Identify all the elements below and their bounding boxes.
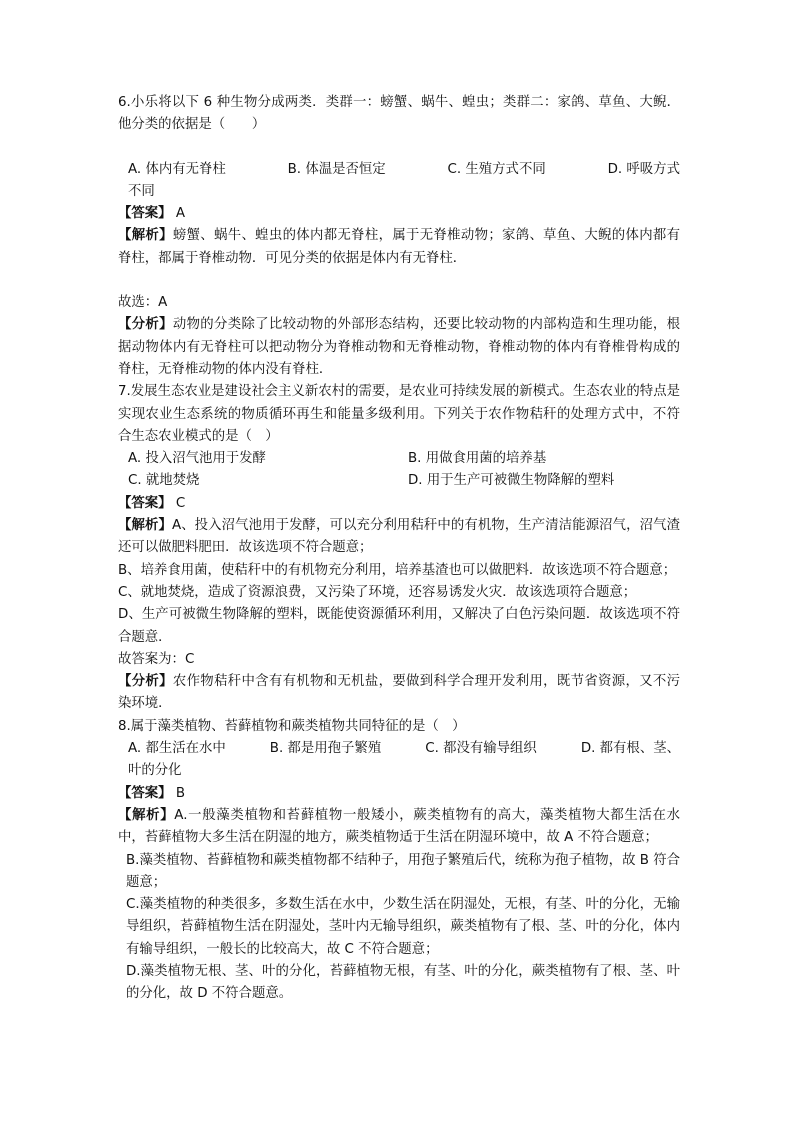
spacer [118, 137, 680, 159]
q6-choice: 故选：A [118, 295, 168, 311]
explanation-text: A、投入沼气池用于发酵，可以充分利用秸秆中的有机物，生产清洁能源沼气，沼气渣还可以做肥料肥田．故该选项不符合题意； [118, 518, 680, 556]
answer-value: B [171, 785, 186, 801]
q8-answer [118, 783, 680, 805]
q8-explanation-b: B.藻类植物、苔藓植物和蕨类植物都不结种子，用孢子繁殖后代，统称为孢子植物，故 B 符合题意； [126, 852, 680, 890]
q7-explanation-a [118, 515, 680, 560]
q8-stem: 8.属于藻类植物、苔藓植物和蕨类植物共同特征的是（ ） [118, 718, 466, 734]
q7-explanation-b: B、培养食用菌，使秸秆中的有机物充分利用，培养基渣也可以做肥料．故该选项不符合题意； [118, 562, 677, 578]
answer-tag: 【答案】 [118, 785, 172, 801]
q7-explanation-c: C、就地焚烧，造成了资源浪费，又污染了环境，还容易诱发火灾．故该选项符合题意； [118, 584, 637, 600]
analysis-text: 农作物秸秆中含有有机物和无机盐，要做到科学合理开发利用，既节省资源，又不污染环境． [118, 674, 681, 712]
explanation-tag: 【解析】 [118, 807, 175, 823]
q7-stem: 7.发展生态农业是建设社会主义新农村的需要，是农业可持续发展的新模式。生态农业的特点是实现农业生态系统的物质循环再生和能量多级利用。下列关于农作物秸秆的处理方式中，不符合生态农业模式的是（ ） [118, 384, 680, 444]
explanation-text: 螃蟹、蜗牛、蝗虫的体内都无脊柱，属于无脊椎动物；家鸽、草鱼、大鲵的体内都有脊柱，都属于脊椎动物．可见分类的依据是体内有无脊柱． [118, 228, 681, 266]
q6-analysis [118, 314, 680, 381]
explanation-tag: 【解析】 [118, 228, 173, 244]
q8-option-a: A. 都生活在水中 [128, 741, 226, 757]
q7-options-row2 [118, 470, 680, 492]
answer-value: A [171, 206, 185, 222]
q7-option-b: B. 用做食用菌的培养基 [408, 451, 547, 467]
analysis-text: 动物的分类除了比较动物的外部形态结构，还要比较动物的内部构造和生理功能，根据动物体内有无脊柱可以把动物分为脊椎动物和无脊椎动物，脊椎动物的体内有脊椎骨构成的脊柱，无脊椎动物的体内没有脊柱． [118, 317, 681, 377]
answer-tag: 【答案】 [118, 495, 172, 511]
analysis-tag: 【分析】 [118, 317, 173, 333]
q7-answer [118, 493, 680, 515]
q6-option-d: D. 呼吸方式 [607, 161, 680, 177]
q7-analysis [118, 671, 680, 716]
q7-options-row1 [118, 448, 680, 470]
q8-option-b: B. 都是用孢子繁殖 [269, 741, 382, 757]
q7-option-d: D. 用于生产可被微生物降解的塑料 [408, 473, 615, 489]
q6-answer [118, 203, 680, 225]
q7-explanation-d: D、生产可被微生物降解的塑料，既能使资源循环利用，又解决了白色污染问题．故该选项不符合题意． [118, 607, 680, 645]
q6-option-b: B. 体温是否恒定 [287, 161, 386, 177]
q8-option-d: D. 都有根、茎、 [580, 741, 680, 757]
q6-option-d-continued: 不同 [128, 183, 155, 199]
q6-option-c: C. 生殖方式不同 [447, 161, 546, 177]
q7-option-a: A. 投入沼气池用于发酵 [128, 451, 266, 467]
q7-choice: 故答案为：C [118, 651, 195, 667]
q6-stem: 6.小乐将以下 6 种生物分成两类．类群一：螃蟹、蜗牛、蝗虫；类群二：家鸽、草鱼、大鲵．他分类的依据是（ ） [118, 95, 680, 133]
q6-explanation [118, 225, 680, 270]
q8-explanation-d: D.藻类植物无根、茎、叶的分化，苔藓植物无根，有茎、叶的分化，蕨类植物有了根、茎、叶的分化，故 D 不符合题意。 [126, 963, 680, 1002]
q8-option-c: C. 都没有输导组织 [425, 741, 537, 757]
q6-options [118, 159, 680, 181]
q7-option-c: C. 就地焚烧 [128, 473, 200, 489]
q8-options [118, 738, 680, 760]
spacer [118, 270, 680, 292]
q8-explanation-a [118, 805, 680, 850]
q6-option-a: A. 体内有无脊柱 [128, 161, 226, 177]
answer-tag: 【答案】 [118, 206, 172, 222]
answer-value: C [171, 495, 186, 511]
q8-option-d-continued: 叶的分化 [128, 763, 182, 779]
explanation-text: A.一般藻类植物和苔藓植物一般矮小，蕨类植物有的高大，藻类植物大都生活在水中，苔藓植物大多生活在阴湿的地方，蕨类植物适于生活在阴湿环境中，故 A 不符合题意； [118, 807, 680, 846]
document-page [118, 92, 680, 1006]
analysis-tag: 【分析】 [118, 674, 173, 690]
explanation-tag: 【解析】 [118, 518, 172, 534]
q8-explanation-c: C.藻类植物的种类很多，多数生活在水中，少数生活在阴湿处，无根，有茎、叶的分化，无输导组织，苔藓植物生活在阴湿处，茎叶内无输导组织，蕨类植物有了根、茎、叶的分化，体内有输导组织，一般长的比较高大，故 C 不符合题意； [126, 897, 680, 957]
